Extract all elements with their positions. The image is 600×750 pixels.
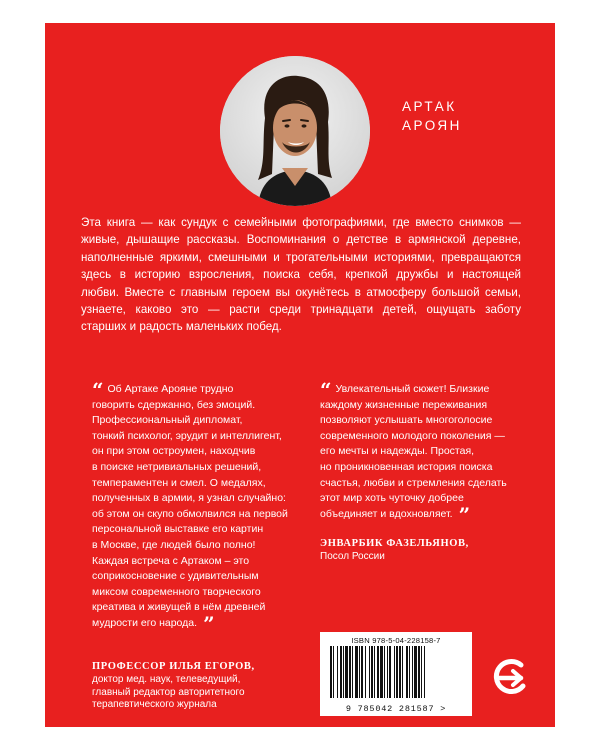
signature-role: главный редактор авторитетного	[92, 686, 245, 698]
barcode-bars	[330, 646, 462, 698]
quote-line: но проникновенная история поиска	[320, 460, 493, 473]
quote-line: Увлекательный сюжет! Близкие	[335, 383, 490, 395]
right-quote-icon: ”	[458, 502, 470, 527]
author-first-name: АРТАК	[402, 99, 457, 114]
quote-line: соприкосновение с удивительным	[92, 570, 259, 583]
quote-line: современного молодого поколения —	[320, 429, 505, 442]
quote-line: этот мир хоть чуточку добрее	[320, 492, 464, 505]
annotation-line: наполненные яркими, смешными и трогательными историями, превращаются	[81, 250, 521, 264]
quote-line: полученных в армии, я узнал случайно:	[92, 492, 286, 505]
signature-name: ПРОФЕССОР ИЛЬЯ ЕГОРОВ,	[92, 661, 255, 672]
annotation-line: любви. Вместе с главным героем вы окунётесь в атмосферу большой семьи,	[81, 285, 521, 299]
quote-line: миксом современного творческого	[92, 585, 261, 598]
annotation-line: Эта книга — как сундук с семейными фотографиями, где вместо снимков —	[81, 216, 521, 229]
quote-line: Об Артаке Ароянe трудно	[107, 383, 234, 395]
annotation-line: узнаете, каково это — расти среди тринадцати детей, ощущать заботу	[81, 303, 521, 317]
left-quote-icon: “	[320, 378, 331, 402]
quote-line: Профессиональный дипломат,	[92, 414, 243, 427]
quote-line: в поиске нетривиальных решений,	[92, 460, 262, 473]
left-quote-icon: “	[92, 378, 103, 402]
signature-name: ЭНВАРБИК ФАЗЕЛЬЯНОВ,	[320, 538, 469, 549]
book-annotation	[81, 214, 521, 336]
quote-line: объединяет и вдохновляет.	[320, 507, 453, 520]
author-last-name: АРОЯН	[402, 118, 462, 133]
author-name	[402, 97, 462, 135]
author-photo	[220, 56, 370, 206]
quote-line: говорить сдержанно, без эмоций.	[92, 398, 256, 411]
quote-line: мудрости его народа.	[92, 616, 198, 629]
annotation-line: здесь в историю взросления, поиска себя, крепкой дружбы и настоящей	[81, 268, 521, 282]
review-quote-right	[320, 378, 520, 527]
signature-role: терапевтического журнала	[92, 699, 217, 711]
signature-role: доктор мед. наук, телеведущий,	[92, 674, 241, 685]
signature-left	[92, 660, 255, 712]
quote-line: счастья, любви и стремления сделать	[320, 476, 507, 489]
annotation-line: живые, дышащие рассказы. Воспоминания о детстве в армянской деревне,	[81, 233, 521, 247]
quote-line: каждому жизненные переживания	[320, 398, 488, 411]
quote-line: об этом он скупо обмолвился на первой	[92, 507, 288, 520]
isbn-text: ISBN 978-5-04-228158-7	[351, 636, 441, 645]
quote-line: тонкий психолог, эрудит и интеллигент,	[92, 429, 282, 442]
quote-line: креатива и живущей в нём древней	[92, 601, 266, 614]
annotation-line: старших и радость маленьких побед.	[81, 320, 282, 334]
back-cover	[45, 23, 555, 727]
quote-line: Каждая встреча с Артаком – это	[92, 554, 250, 567]
quote-line: персональной выставке его картин	[92, 523, 264, 536]
right-quote-icon: ”	[203, 611, 214, 636]
eksmo-logo-icon	[490, 656, 528, 703]
ean-text: 9 785042 281587 >	[345, 704, 447, 714]
signature-role: Посол России	[320, 551, 385, 562]
quote-line: он при этом остроумен, находчив	[92, 445, 256, 458]
quote-line: в Москве, где людей было полно!	[92, 538, 256, 551]
quote-line: позволяют услышать многоголосие	[320, 414, 493, 427]
signature-right	[320, 537, 469, 564]
quote-line: его мечты и надежды. Простая,	[320, 445, 475, 458]
quote-line: темпераментен и смел. О медалях,	[92, 476, 266, 489]
review-quote-left	[92, 378, 306, 636]
barcode	[320, 632, 472, 716]
